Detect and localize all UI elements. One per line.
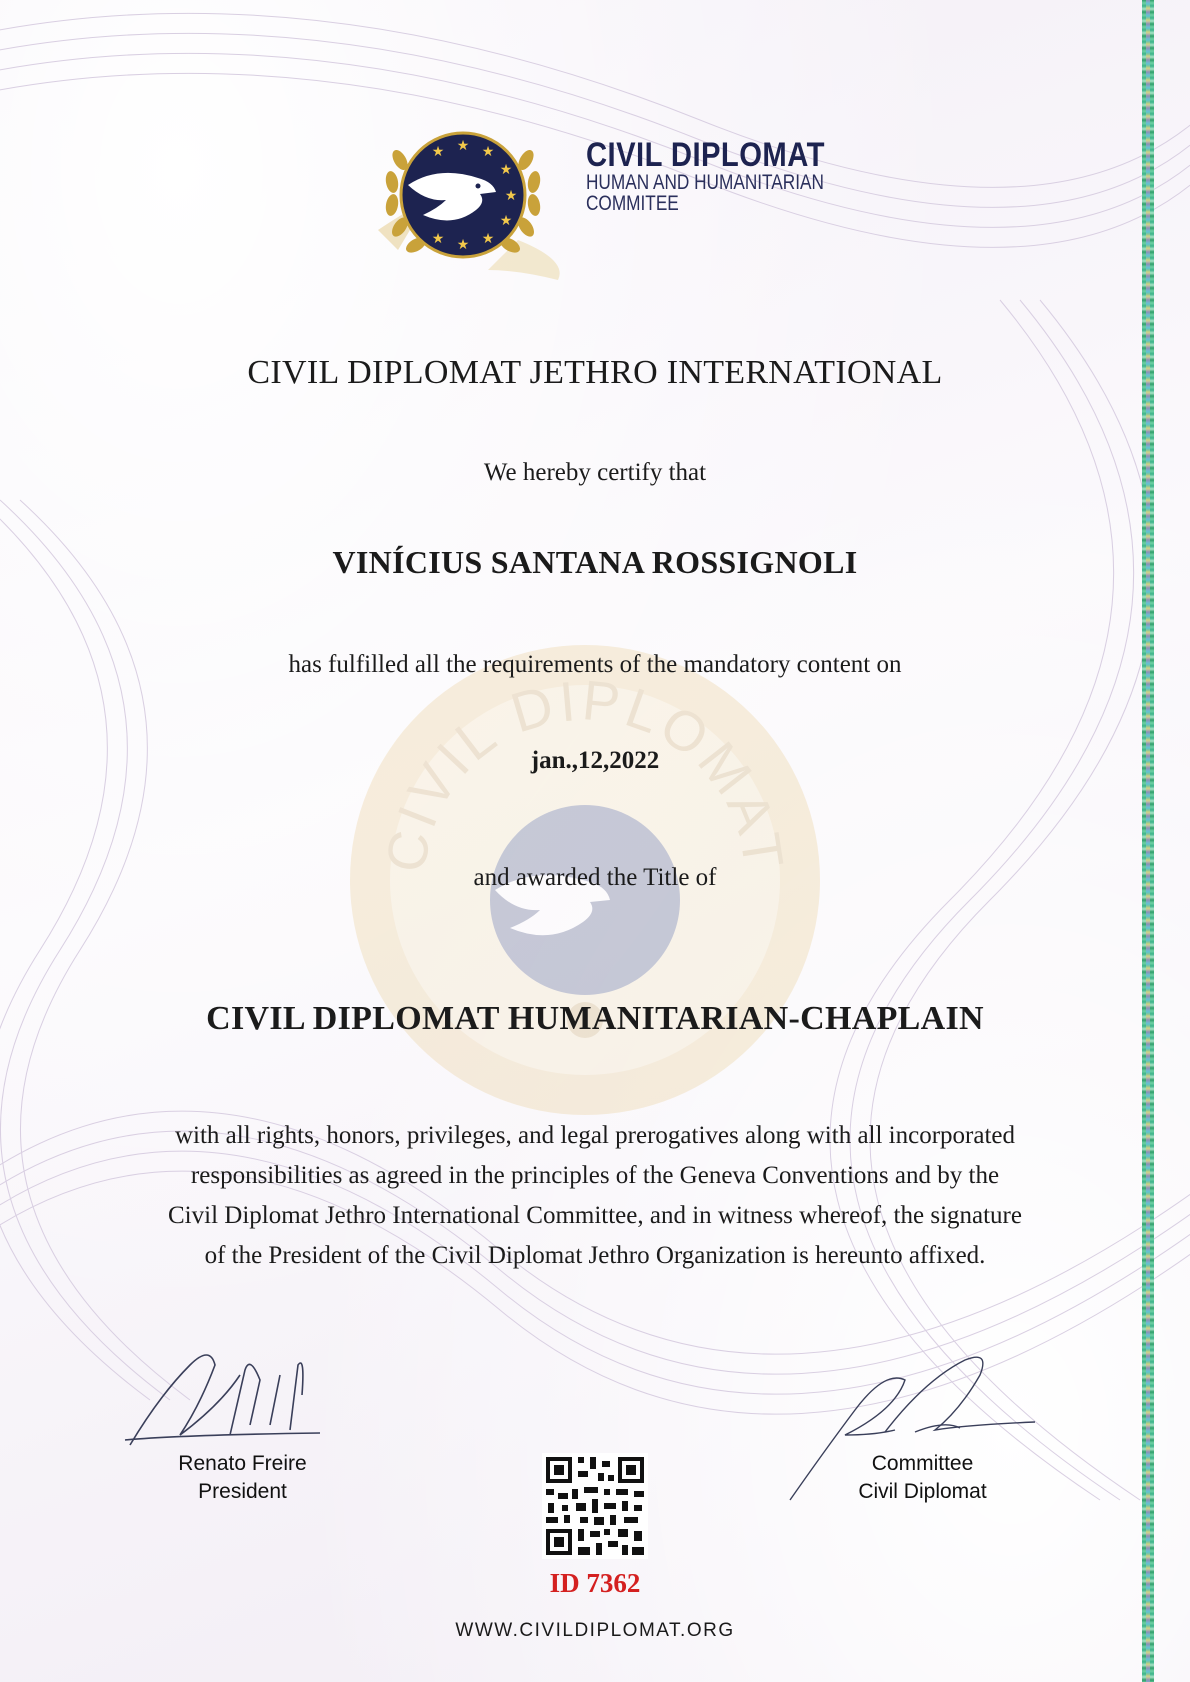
committee-role: Civil Diplomat: [858, 1480, 987, 1503]
body-line: responsibilities as agreed in the principles of the Geneva Conventions and by the: [190, 1162, 1000, 1189]
svg-text:★: ★: [499, 213, 513, 229]
organization-title: CIVIL DIPLOMAT JETHRO INTERNATIONAL: [247, 354, 943, 391]
eagle-emblem-icon: [368, 110, 578, 300]
logo-subtitle-line2: COMMITEE: [586, 192, 679, 215]
logo-text: [586, 138, 876, 214]
body-line: Civil Diplomat Jethro International Committee, and in witness whereof, the signature: [168, 1202, 1022, 1229]
president-signature-block: [160, 1450, 325, 1506]
watermark-arc-text: CIVIL DIPLOMAT: [373, 667, 797, 877]
svg-text:★: ★: [499, 162, 513, 178]
svg-text:★: ★: [456, 138, 470, 154]
svg-text:★: ★: [431, 231, 445, 247]
committee-signature-block: [840, 1450, 1005, 1506]
president-signature: [120, 1335, 350, 1455]
svg-text:★: ★: [481, 144, 495, 160]
award-title: CIVIL DIPLOMAT HUMANITARIAN-CHAPLAIN: [206, 1000, 984, 1037]
president-name: Renato Freire: [178, 1452, 307, 1475]
svg-text:★: ★: [504, 188, 518, 204]
certify-line: We hereby certify that: [483, 459, 707, 486]
certificate-body: [70, 1116, 1120, 1276]
fulfilled-line: has fulfilled all the requirements of the mandatory content on: [288, 651, 902, 678]
organization-logo: [368, 110, 828, 300]
body-line: with all rights, honors, privileges, and legal prerogatives along with all incorporated: [174, 1122, 1016, 1149]
president-role: President: [198, 1480, 287, 1503]
svg-text:★: ★: [456, 237, 470, 253]
recipient-name: VINÍCIUS SANTANA ROSSIGNOLI: [332, 544, 858, 580]
committee-name: Committee: [871, 1452, 974, 1475]
logo-subtitle-line1: HUMAN AND HUMANITARIAN: [586, 171, 824, 194]
logo-name: CIVIL DIPLOMAT: [586, 136, 825, 174]
awarded-line: and awarded the Title of: [473, 864, 717, 891]
svg-text:★: ★: [481, 231, 495, 247]
decorative-edge-band: [1142, 0, 1154, 1682]
svg-text:★: ★: [431, 144, 445, 160]
certificate-id: ID 7362: [549, 1568, 641, 1598]
qr-code-icon[interactable]: [542, 1453, 648, 1559]
body-line: of the President of the Civil Diplomat Jethro Organization is hereunto affixed.: [204, 1242, 986, 1269]
certificate-date: jan.,12,2022: [530, 747, 660, 774]
website-link[interactable]: WWW.CIVILDIPLOMAT.ORG: [455, 1620, 735, 1641]
